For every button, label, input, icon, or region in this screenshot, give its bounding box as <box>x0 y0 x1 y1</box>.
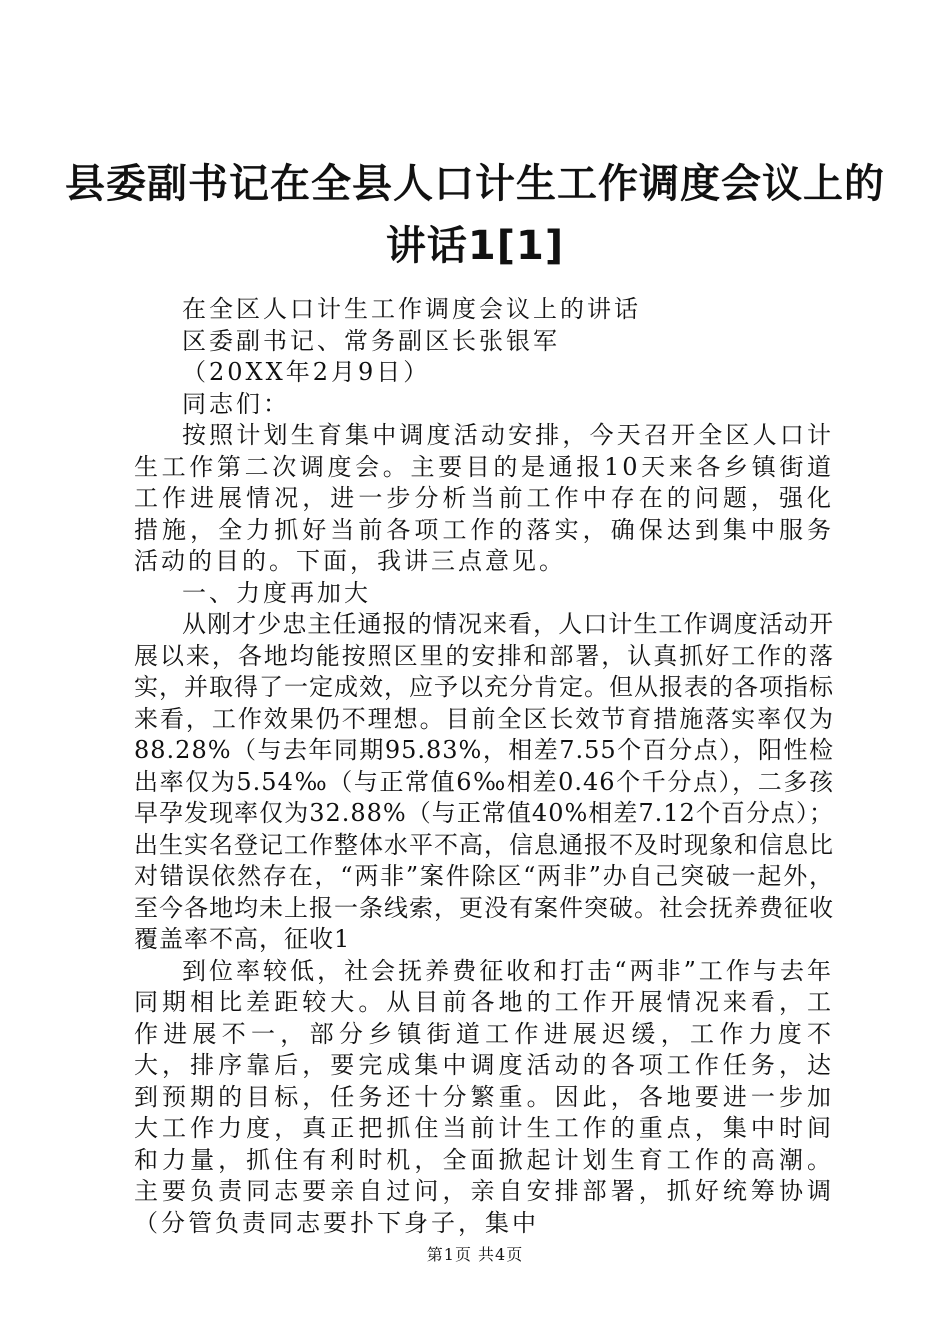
speaker-line: 区委副书记、常务副区长张银军 <box>182 326 560 355</box>
document-title-line-2: 讲话1[1] <box>385 223 565 269</box>
page-footer: 第1页 共4页 <box>426 1245 524 1264</box>
document-body <box>134 294 834 1239</box>
section-heading: 一、力度再加大 <box>182 578 371 607</box>
body-paragraph: 从刚才少忠主任通报的情况来看，人口计生工作调度活动开展以来，各地均能按照区里的安排和部署，认真抓好工作的落实，并取得了一定成效，应予以充分肯定。但从报表的各项指标来看，工作效果仍不理想。目前全区长效节育措施落实率仅为88.28%（与去年同期95.83%，相差7.55个百分点），阳性检出率仅为5.54‰（与正常值6‰相差0.46个千分点），二多孩早孕发现率仅为32.88%（与正常值40%相差7.12个百分点）；出生实名登记工作整体水平不高，信息通报不及时现象和信息比对错误依然存在，“两非”案件除区“两非”办自己突破一起外，至今各地均未上报一条线索，更没有案件突破。社会抚养费征收覆盖率不高，征收1 <box>134 610 834 953</box>
speech-date: （20XX年2月9日） <box>182 358 431 386</box>
salutation: 同志们： <box>182 389 290 418</box>
body-paragraph: 按照计划生育集中调度活动安排，今天召开全区人口计生工作第二次调度会。主要目的是通报10天来各乡镇街道工作进展情况，进一步分析当前工作中存在的问题，强化措施，全力抓好当前各项工作的落实，确保达到集中服务活动的目的。下面，我讲三点意见。 <box>134 421 834 575</box>
document-title-line-1: 县委副书记在全县人口计生工作调度会议上的 <box>65 161 885 207</box>
speech-title: 在全区人口计生工作调度会议上的讲话 <box>182 295 641 323</box>
body-paragraph: 到位率较低，社会抚养费征收和打击“两非”工作与去年同期相比差距较大。从目前各地的工作开展情况来看，工作进展不一，部分乡镇街道工作进展迟缓，工作力度不大，排序靠后，要完成集中调度活动的各项工作任务，达到预期的目标，任务还十分繁重。因此，各地要进一步加大工作力度，真正把抓住当前计生工作的重点，集中时间和力量，抓住有利时机，全面掀起计划生育工作的高潮。主要负责同志要亲自过问，亲自安排部署，抓好统筹协调（分管负责同志要扑下身子，集中 <box>134 956 834 1237</box>
